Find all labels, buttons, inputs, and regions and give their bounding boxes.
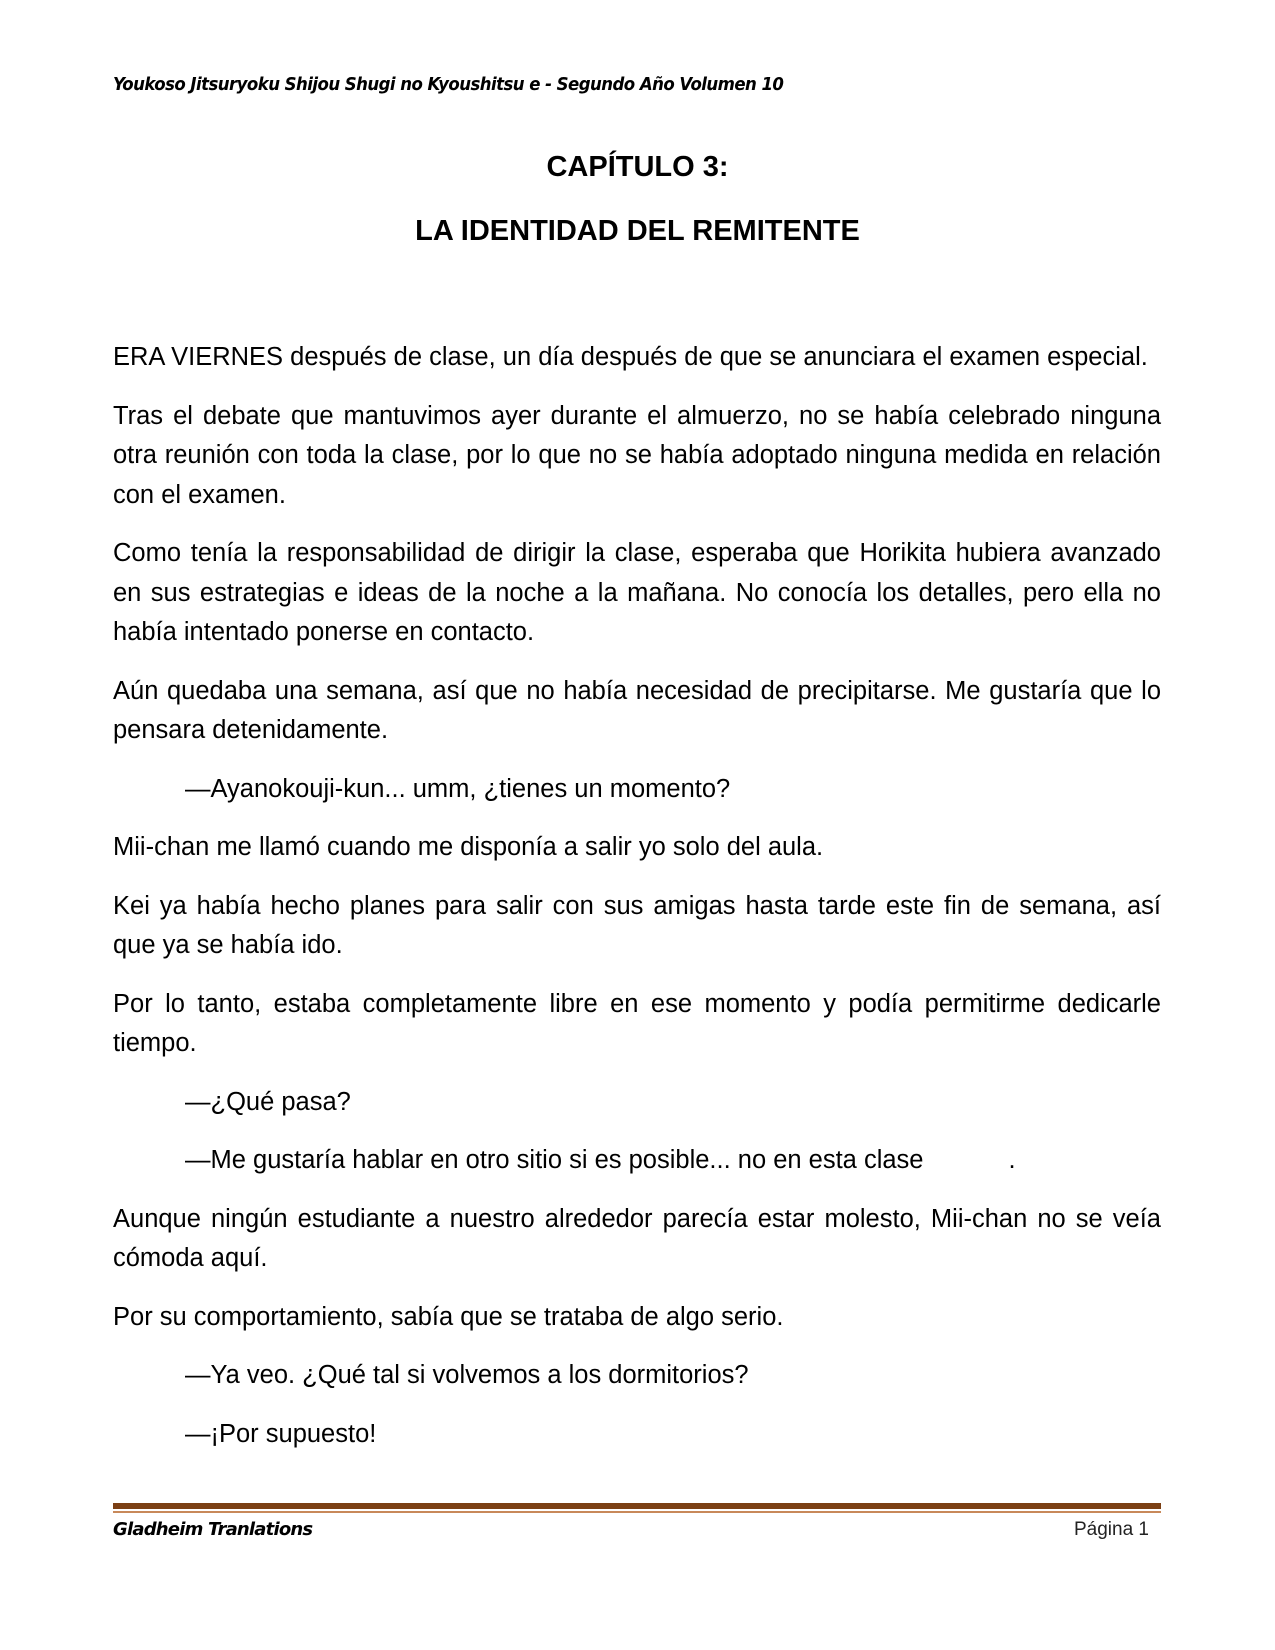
paragraph: ERA VIERNES después de clase, un día después de que se anunciara el examen especial. <box>113 343 1148 371</box>
chapter-body <box>113 338 1161 1473</box>
paragraph: Aunque ningún estudiante a nuestro alrededor parecía estar molesto, Mii-chan no se veía cómoda aquí. <box>113 1204 1161 1272</box>
running-header: Youkoso Jitsuryoku Shijou Shugi no Kyoushitsu e - Segundo Año Volumen 10 <box>113 74 784 95</box>
paragraph: Aún quedaba una semana, así que no había necesidad de precipitarse. Me gustaría que lo pensara detenidamente. <box>113 676 1161 744</box>
paragraph: Mii-chan me llamó cuando me disponía a salir yo solo del aula. <box>113 833 824 861</box>
footer-divider <box>113 1503 1161 1509</box>
paragraph: Por lo tanto, estaba completamente libre en ese momento y podía permitirme dedicarle tiempo. <box>113 989 1161 1057</box>
dialogue-line: —Me gustaría hablar en otro sitio si es posible... no en esta clase . <box>185 1146 1016 1174</box>
dialogue-line: —Ya veo. ¿Qué tal si volvemos a los dormitorios? <box>185 1361 749 1389</box>
dialogue-line: —Ayanokouji-kun... umm, ¿tienes un momento? <box>185 774 731 803</box>
chapter-number: CAPÍTULO 3: <box>546 151 729 183</box>
paragraph: Como tenía la responsabilidad de dirigir la clase, esperaba que Horikita hubiera avanzado en sus estrategias e ideas de la noche a la mañana. No conocía los detalles, pero ella no había intentado ponerse en contacto. <box>113 539 1161 646</box>
paragraph: Tras el debate que mantuvimos ayer durante el almuerzo, no se había celebrado ninguna otra reunión con toda la clase, por lo que no se había adoptado ninguna medida en relación con el examen. <box>113 401 1161 509</box>
chapter-title: LA IDENTIDAD DEL REMITENTE <box>415 215 860 247</box>
footer-divider-accent <box>113 1511 1161 1513</box>
footer-publisher: Gladheim Tranlations <box>113 1519 313 1540</box>
dialogue-line: —¿Qué pasa? <box>185 1087 351 1116</box>
page-number: Página 1 <box>1073 1519 1149 1540</box>
paragraph: Por su comportamiento, sabía que se trataba de algo serio. <box>113 1302 784 1331</box>
paragraph: Kei ya había hecho planes para salir con sus amigas hasta tarde este fin de semana, así que ya se había ido. <box>113 891 1161 959</box>
dialogue-line: —¡Por supuesto! <box>185 1419 377 1448</box>
